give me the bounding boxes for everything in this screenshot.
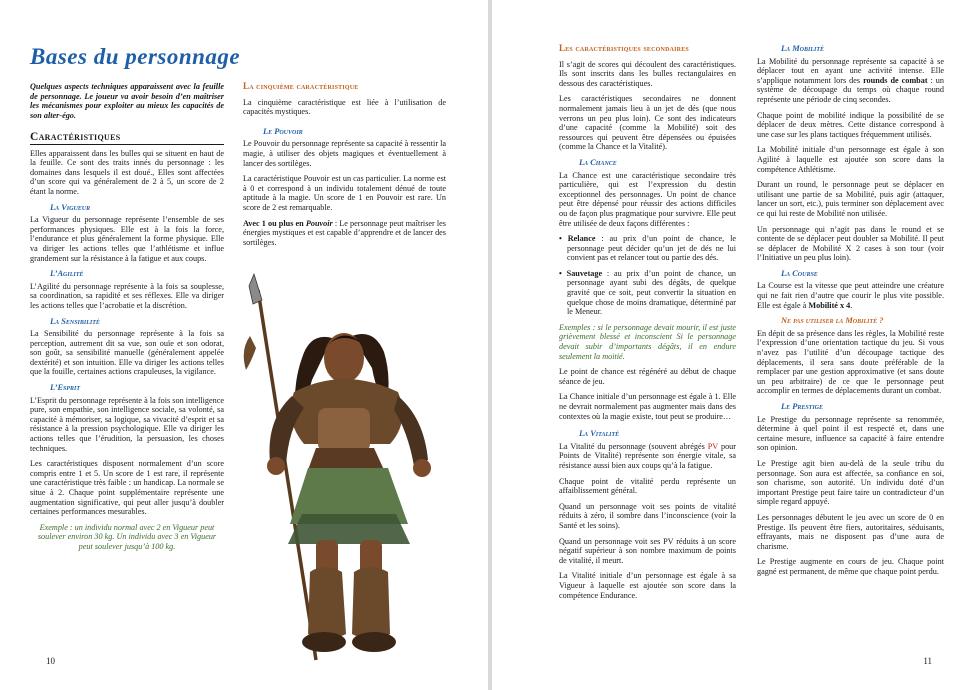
mobilite-text-5: Un personnage qui n’agit pas dans le round et se contente de se déplacer peut doubler sa Mobilité. Il peut se déplacer de Mobilité X 2 cases à son tour (voir l’Initiative un peu plus loin).: [757, 224, 944, 263]
prestige-heading: Le Prestige: [781, 402, 824, 411]
right-page: [492, 0, 980, 690]
vitalite-heading: La Vitalité: [579, 429, 620, 439]
pouvoir-heading: Le Pouvoir: [263, 126, 303, 136]
caracteristiques-heading: Caractéristiques: [30, 133, 224, 145]
page-number-left: 10: [46, 656, 55, 666]
agilite-text: L’Agilité du personnage représente à la fois sa souplesse, sa coordination, sa rapidité et ses réflexes. Elle va diriger les actions telles que l’acrobatie et la discrétion.: [30, 281, 224, 310]
chance-heading: La Chance: [579, 157, 617, 167]
page-number-right: 11: [923, 656, 932, 666]
left-column-2: [243, 82, 446, 253]
vitalite-text-1b: pour Points de Vitalité) représente son énergie vitale, sa résistance aussi bien aux coups qu’à la fatigue.: [559, 441, 736, 470]
mobilite-heading: La Mobilité: [781, 44, 824, 53]
pouvoir-text-3: [243, 219, 446, 248]
vitalite-text-1: [559, 442, 736, 471]
secondaires-text-2: Les caractéristiques secondaires ne donnent normalement jamais lieu à un jet de dés (que nous verrons un peu plus loin). Ce sont des indicateurs d’une capacité (comme la Mobilité) soit des ressources qui peuvent être dépensées ou épuisées (comme la Chance et la Vitalité).: [559, 94, 736, 152]
car-paragraph-2: Les caractéristiques disposent normalement d’un score compris entre 1 et 5. Un score de 1 est rare, il représente une caractéristique très faible : un handicap. La normale se situe à 2. Chaque point supplémentaire représente une augmentation significative, qui peut aller jusqu’à doubler certaines performances mesurables.: [30, 459, 224, 517]
mobilite-text-1c: : un système de découpage du temps où chaque round représente une période de cinq secondes.: [757, 75, 944, 104]
prestige-text-3: Les personnages débutent le jeu avec un score de 0 en Prestige. Ils peuvent être fiers, autoritaires, séduisants, effrayants, mais ne disposent pas d’une aura de charisme.: [757, 512, 944, 551]
relance-label: • Relance: [559, 234, 596, 244]
right-column-2: [757, 44, 944, 583]
chance-bullet-relance: [559, 234, 736, 263]
secondaires-text-1: Il s’agit de scores qui découlent des caractéristiques. Ils sont inscrits dans les bulles rectangulaires en dessous des caractéristiques.: [559, 59, 736, 88]
car-paragraph-1: Elles apparaissent dans les bulles qui se situent en haut de la feuille. Ce sont des traits innés du personnage : les domaines dans lesquels il est doué., Elles sont affectées d’un score qui va généralement de 2 à 5, un score de 2 étant la norme.: [30, 148, 224, 196]
chance-example: Exemples : si le personnage devait mourir, il est juste grièvement blessé et inconscient Si le personnage devait subir d’importants dégâts, il en endure seulement la moitié.: [559, 322, 736, 361]
mobilite-text-4: Durant un round, le personnage peut se déplacer en utilisant une partie de sa Mobilité, puis agir (attaquer, lancer un sort, etc.), puis terminer son déplacement avec ce qui lui reste de Mobilité non utilisée.: [757, 180, 944, 218]
sauvetage-label: • Sauvetage: [559, 268, 603, 278]
course-formula: Mobilité x 4: [808, 300, 851, 310]
chance-bullet-sauvetage: [559, 269, 736, 317]
car-example: Exemple : un individu normal avec 2 en Vigueur peut soulever environ 30 kg. Un individu avec 3 en Vigueur peut soulever jusqu’à 100 kg.: [37, 522, 217, 551]
agilite-heading: L’Agilité: [50, 269, 84, 279]
vitalite-text-5: La Vitalité initiale d’un personnage est égale à sa Vigueur à laquelle est ajoutée son score dans la compétence Endurance.: [559, 571, 736, 600]
prestige-text-2: Le Prestige agit bien au-delà de la seule tribu du personnage. Son aura est affectée, sa confiance en soi, son charisme, son autorité. Un individu doté d’un important Prestige peut faire taire un contradicteur d’un simple regard appuyé.: [757, 458, 944, 507]
vigueur-heading: La Vigueur: [50, 202, 91, 212]
rounds-de-combat: rounds de combat: [863, 75, 928, 85]
sensibilite-heading: La Sensibilité: [50, 316, 100, 326]
vitalite-text-2: Chaque point de vitalité perdu représente un affaiblissement général.: [559, 476, 736, 496]
cinquieme-heading: La cinquième caractéristique: [243, 81, 359, 91]
vitalite-text-4: Quand un personnage voit ses PV réduits à un score négatif supérieur à son nombre maximum de points de vitalité, il meurt.: [559, 536, 736, 565]
page-title: Bases du personnage: [30, 44, 241, 69]
course-text-c: .: [850, 300, 853, 310]
prestige-text-4: Le Prestige augmente en cours de jeu. Chaque point gagné est permanent, de même que chaque point perdu.: [757, 557, 944, 576]
esprit-text: L’Esprit du personnage représente à la fois son intelligence pure, son empathie, son intelligence sociale, sa volonté, sa capacité à mémoriser, sa logique, sa vivacité d’esprit et sa résistance à la pression psychologique. Elle va diriger les actions telles que l’érudition, la persuasion, les choses techniques.: [30, 395, 224, 453]
ne-pas-utiliser-text: En dépit de sa présence dans les règles, la Mobilité reste l’expression d’une orientation tactique du jeu. Si vous n’avez pas l’utilité d’un découpage tactique des déplacements, il sera sans doute préférable de la remplacer par une gestion approximative (et sans doute un peu arbitraire) de ce que le personnage peut accomplir en termes de déplacements durant un combat.: [757, 328, 944, 396]
vitalite-text-1a: La Vitalité du personnage (souvent abrégés: [559, 441, 708, 451]
esprit-heading: L’Esprit: [50, 383, 81, 393]
vitalite-text-3: Quand un personnage voit ses points de vitalité réduits à zéro, il sombre dans l’inconscience (voir la Santé et les soins).: [559, 501, 736, 530]
chance-text-1: La Chance est une caractéristique secondaire très particulière, qui est l’expression du destin exceptionnel des personnages. Un point de chance peut être dépensé pour réussir des actions difficiles ou de façon plus pragmatique pour survivre. Elle peut être utilisée de deux façons différentes :: [559, 170, 736, 228]
course-heading: La Course: [781, 268, 818, 278]
mobilite-text-2: Chaque point de mobilité indique la possibilité de se déplacer de deux mètres. Cette distance correspond à une case sur les plans tactiques fréquemment utilisés.: [757, 110, 944, 139]
chance-text-3: La Chance initiale d’un personnage est égale à 1. Elle ne devrait normalement pas augmenter mais dans des contextes où la magie existe, tout peut se produire…: [559, 392, 736, 421]
mobilite-text-1: [757, 57, 944, 105]
course-text-a: La Course est la vitesse que peut atteindre une créature qui ne fait rien d’autre que courir le plus vite possible. Elle est égale à: [757, 281, 944, 310]
secondaires-heading: Les caractéristiques secondaires: [559, 43, 689, 53]
mobilite-text-1a: La Mobilité du personnage représente sa capacité à se déplacer tout en ayant une activité intense. Elle s’applique notamment lors des: [757, 56, 944, 85]
intro-text: Quelques aspects techniques apparaissent avec la feuille de personnage. Le joueur va avoir besoin d’en maîtriser les mécanismes pour exploiter au mieux les capacités de son alter-égo.: [30, 82, 224, 120]
cinquieme-text: La cinquième caractéristique est liée à l’utilisation de capacités mystiques.: [243, 97, 446, 117]
warrior-illustration: [232, 272, 470, 664]
relance-text: : au prix d’un point de chance, le personnage peut décider qu’un jet de dés ne lui convient pas et relancer tout ou partie des dés.: [567, 234, 737, 263]
prestige-text-1: Le Prestige du personnage représente sa renommée, détermine à quel point il est respecté et, dans une certaine mesure, influence sa capacité à faire entendre son opinion.: [757, 414, 944, 453]
sauvetage-text: : au prix d’un point de chance, un personnage ayant subi des dégâts, de quelque gravité que ce soit, peut convertir la situation en quelque chose de moins dramatique, déterminé par le Meneur.: [567, 268, 737, 317]
left-column-1: [30, 133, 224, 558]
course-text: [757, 281, 944, 310]
vigueur-text: La Vigueur du personnage représente l’ensemble de ses performances physiques. Elle est à la fois la force, l’endurance et plus généralement la forme physique. Elle va diriger les actions telles que l’athlétisme et influe grandement sur la résistance à la fatigue et aux coups.: [30, 215, 224, 263]
left-page: [0, 0, 488, 690]
chance-text-2: Le point de chance est régénéré au début de chaque séance de jeu.: [559, 367, 736, 386]
pouvoir-rule-lead: Avec 1 ou plus en: [243, 218, 306, 228]
pouvoir-rule-rest: : Le personnage peut maîtriser les énergies mystiques et est capable d’apprendre et de lancer des sortilèges.: [243, 218, 446, 247]
right-column-1: [559, 44, 736, 606]
sensibilite-text: La Sensibilité du personnage représente à la fois sa perception, autrement dit sa vue, son ouïe et son odorat, son goût, sa sensibilité manuelle (généralement appelée dextérité) et son intuition. Elle va diriger les actions telles que la fouille, certaines actions crapuleuses, la vigilance.: [30, 329, 224, 377]
pouvoir-text-1: Le Pouvoir du personnage représente sa capacité à ressentir la magie, à utiliser des objets magiques et éventuellement à lancer des sortilèges.: [243, 139, 447, 168]
pouvoir-rule-word: Pouvoir: [305, 218, 333, 228]
mobilite-text-3: La Mobilité initiale d’un personnage est égale à son Agilité à laquelle est ajoutée son score dans la compétence Athlétisme.: [757, 145, 944, 174]
pouvoir-text-2: La caractéristique Pouvoir est un cas particulier. La norme est à 0 et correspond à un individu totalement dénué de toute aptitude à la magie. Un score de 1 en Pouvoir est rare. Un score de 2 est remarquable.: [243, 174, 446, 212]
pv-abbreviation: PV: [707, 441, 719, 451]
ne-pas-utiliser-heading: Ne pas utiliser la Mobilité ?: [781, 316, 884, 326]
